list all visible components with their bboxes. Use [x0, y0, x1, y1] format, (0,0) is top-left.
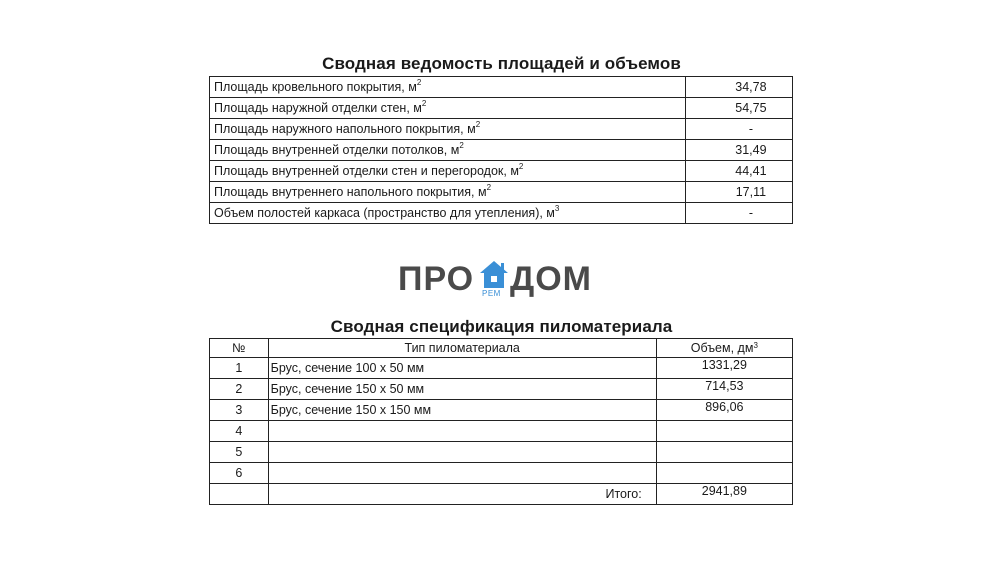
- table-row: [210, 400, 793, 421]
- area-value: 34,78: [685, 77, 792, 98]
- area-value: 17,11: [685, 182, 792, 203]
- table-row: [210, 379, 793, 400]
- row-volume: 896,06: [656, 400, 792, 421]
- table-header-row: [210, 339, 793, 358]
- row-type: Брус, сечение 150 х 150 мм: [268, 400, 656, 421]
- row-type: Брус, сечение 150 х 50 мм: [268, 379, 656, 400]
- table-row: [210, 442, 793, 463]
- table-row: [210, 77, 793, 98]
- table-row: [210, 203, 793, 224]
- logo-text-left: ПРО: [398, 260, 475, 298]
- row-num: 6: [210, 463, 269, 484]
- table-row: [210, 421, 793, 442]
- area-value: 31,49: [685, 140, 792, 161]
- row-num: 4: [210, 421, 269, 442]
- logo-text-right: ДОМ: [510, 260, 592, 298]
- row-type: Брус, сечение 100 х 50 мм: [268, 358, 656, 379]
- row-volume: 714,53: [656, 379, 792, 400]
- area-label: Площадь наружной отделки стен, $м^2$: [210, 98, 686, 119]
- area-label: Объем полостей каркаса (пространство для утепления), $м^3$: [210, 203, 686, 224]
- total-label: Итого:: [268, 484, 656, 505]
- row-volume: [656, 421, 792, 442]
- row-type: [268, 463, 656, 484]
- area-label: Площадь внутреннего напольного покрытия, $м^2$: [210, 182, 686, 203]
- table-row: [210, 98, 793, 119]
- row-volume: [656, 463, 792, 484]
- table-row: [210, 140, 793, 161]
- header-type: Тип пиломатериала: [268, 339, 656, 358]
- spec-title: Сводная спецификация пиломатериала: [330, 317, 673, 336]
- total-value: 2941,89: [656, 484, 792, 505]
- logo: [398, 258, 603, 302]
- area-value: -: [685, 203, 792, 224]
- areas-table: [209, 76, 793, 224]
- area-label: Площадь внутренней отделки стен и перегородок, $м^2$: [210, 161, 686, 182]
- row-type: [268, 421, 656, 442]
- row-volume: [656, 442, 792, 463]
- spec-table: [209, 338, 793, 505]
- row-num: 1: [210, 358, 269, 379]
- area-value: 44,41: [685, 161, 792, 182]
- row-num: 3: [210, 400, 269, 421]
- area-label: Площадь внутренней отделки потолков, $м^2$: [210, 140, 686, 161]
- table-row: [210, 161, 793, 182]
- area-label: Площадь наружного напольного покрытия, $м^2$: [210, 119, 686, 140]
- table-row: [210, 358, 793, 379]
- row-num: 2: [210, 379, 269, 400]
- row-type: [268, 442, 656, 463]
- area-label: Площадь кровельного покрытия, $м^2$: [210, 77, 686, 98]
- table-row: [210, 119, 793, 140]
- row-num: 5: [210, 442, 269, 463]
- total-row: [210, 484, 793, 505]
- table-row: [210, 182, 793, 203]
- area-value: -: [685, 119, 792, 140]
- logo-subtext: РЕМ: [482, 289, 501, 298]
- row-volume: 1331,29: [656, 358, 792, 379]
- table-row: [210, 463, 793, 484]
- header-volume: Объем, $дм^3$: [656, 339, 792, 358]
- areas-title: Сводная ведомость площадей и объемов: [322, 54, 681, 73]
- header-num: №: [210, 339, 269, 358]
- total-num-cell: [210, 484, 269, 505]
- area-value: 54,75: [685, 98, 792, 119]
